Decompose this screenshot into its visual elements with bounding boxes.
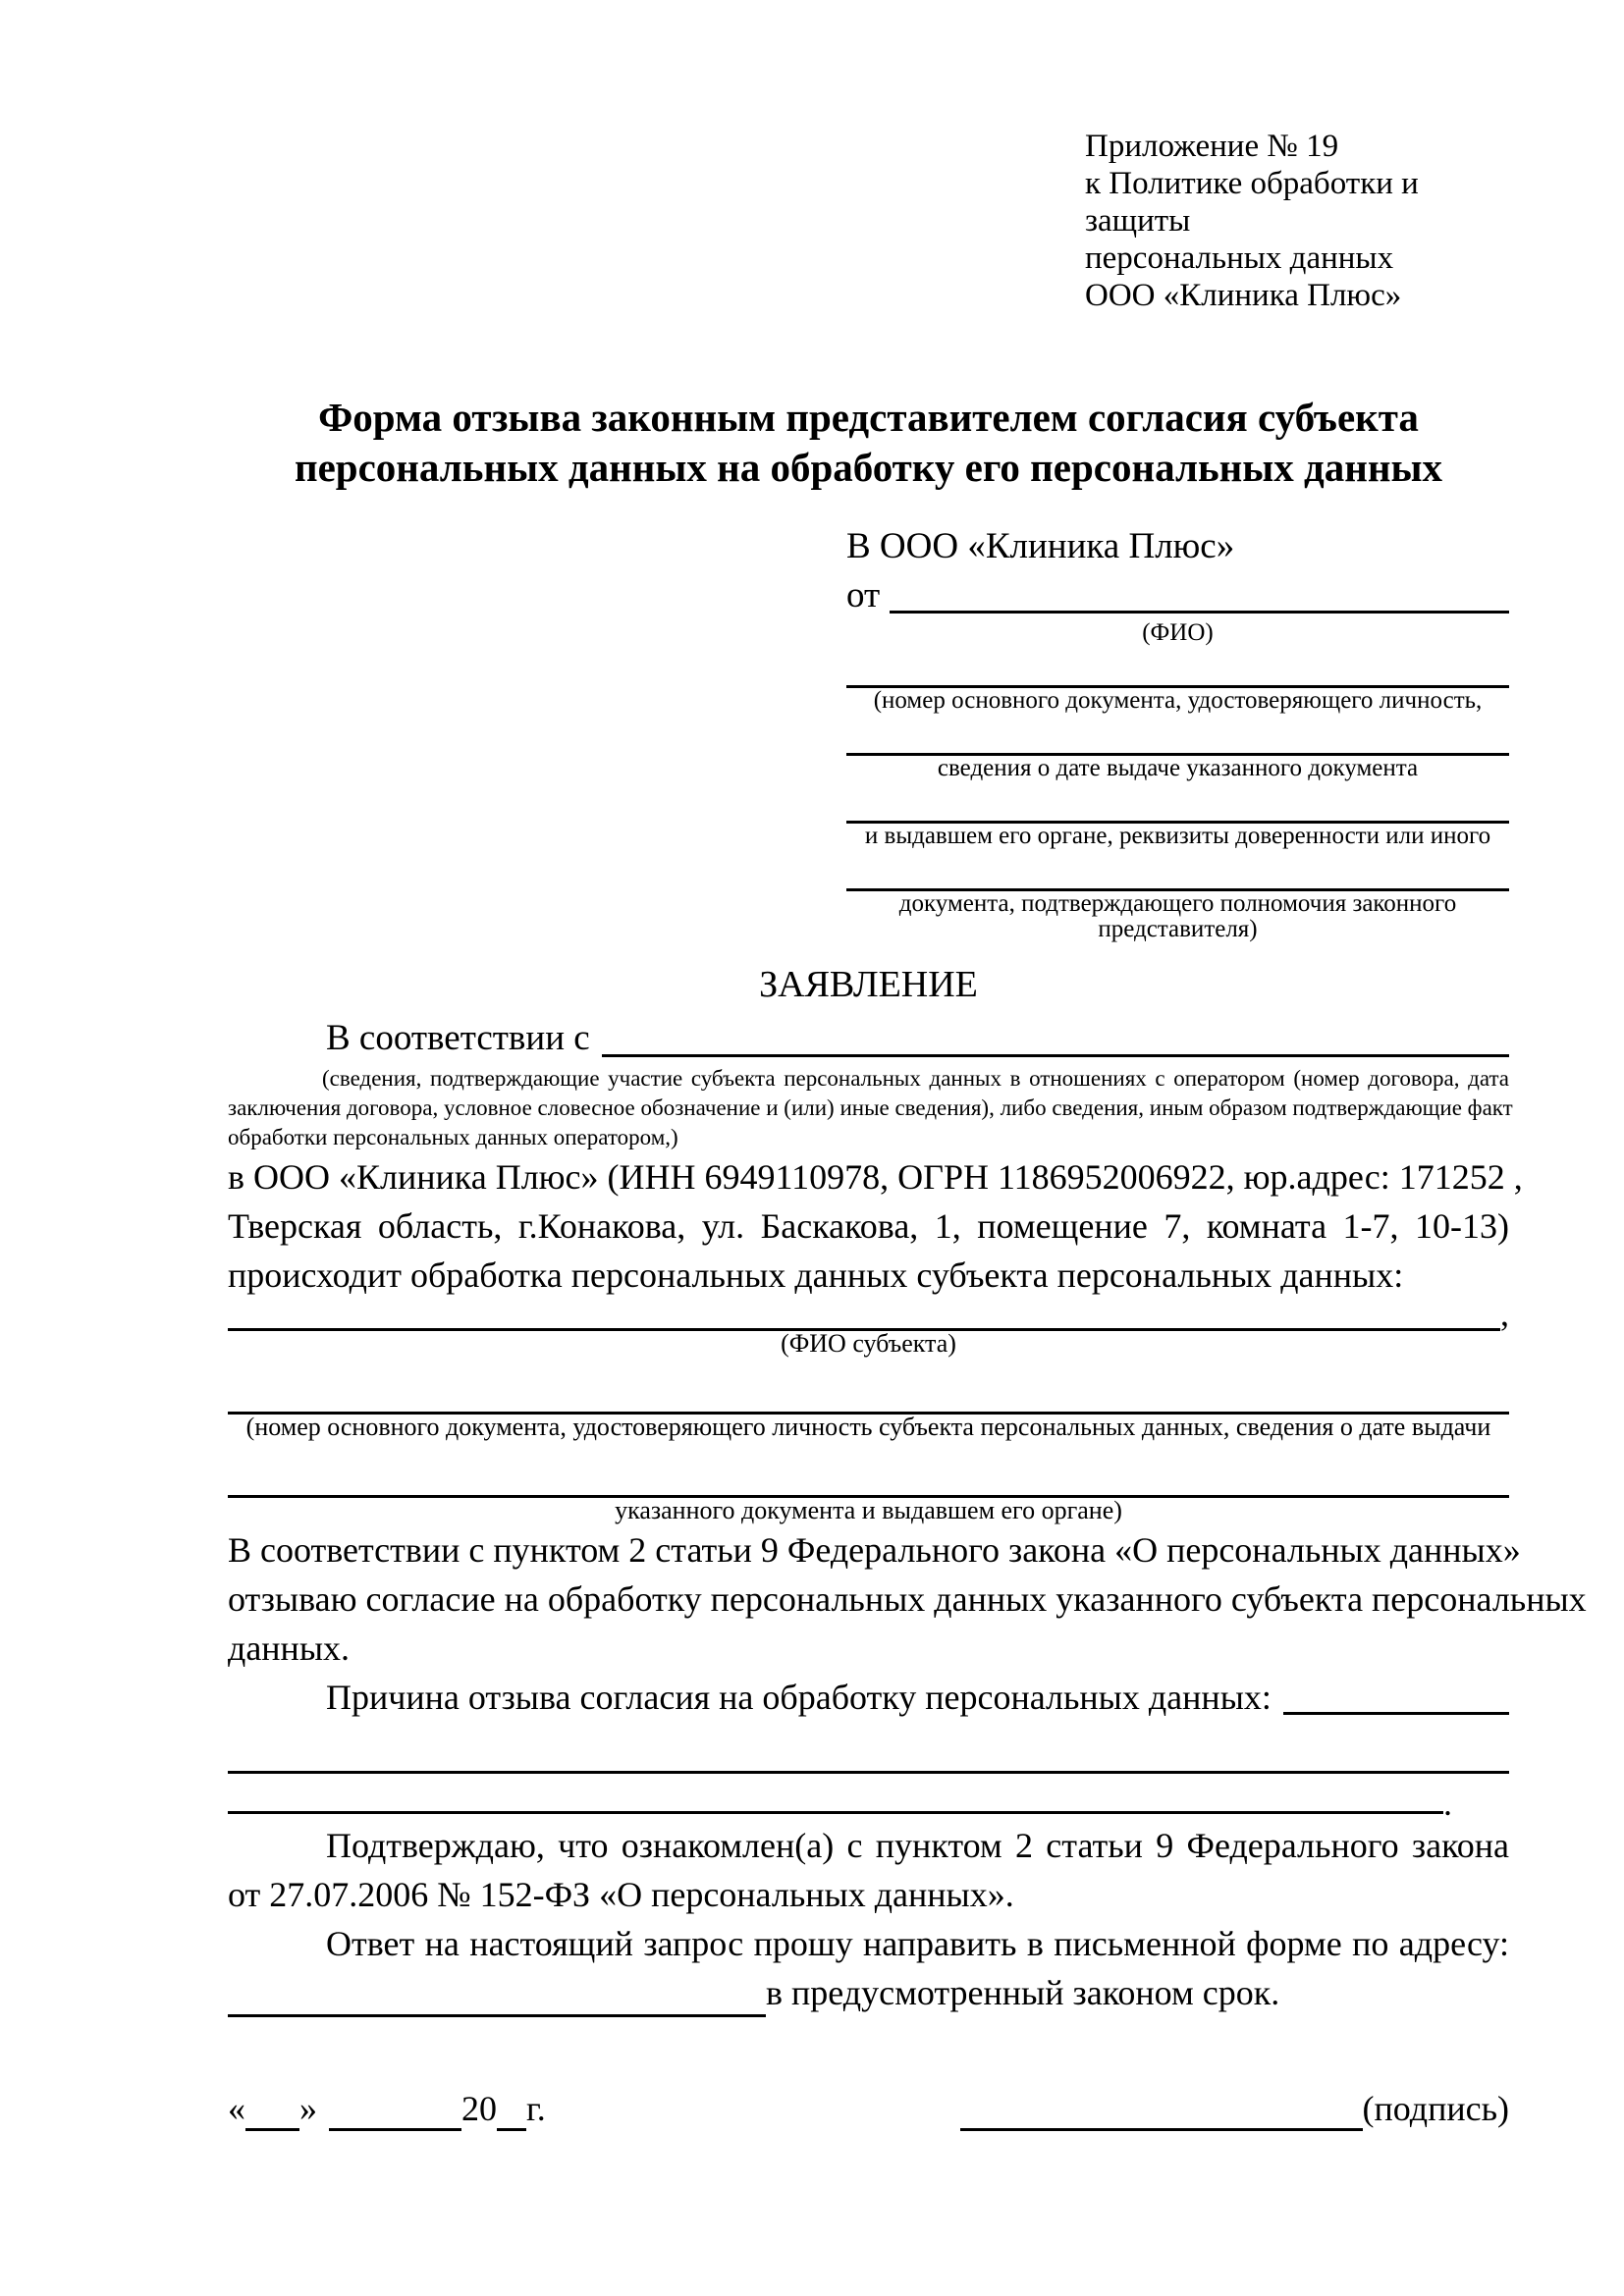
intro-caption	[228, 1064, 1513, 1152]
letterhead-line: Приложение № 19	[1085, 129, 1339, 164]
confirm-paragraph-line: от 27.07.2006 № 152-ФЗ «О персональных данных».	[228, 1875, 1014, 1914]
reason-blank-line	[228, 1776, 1443, 1814]
operator-paragraph-line: происходит обработка персональных данных субъекта персональных данных:	[228, 1255, 1404, 1295]
subject-fio-comma: ,	[1500, 1294, 1509, 1333]
letterhead-line: персональных данных	[1085, 240, 1394, 276]
intro-caption-line: обработки персональных данных оператором,)	[228, 1125, 678, 1149]
year-suffix: г.	[526, 2089, 546, 2128]
representative-doc-caption: и выдавшем его органе, реквизиты доверенности или иного	[864, 823, 1491, 849]
date-open-quote: «	[228, 2089, 245, 2128]
withdraw-paragraph-line: отзываю согласие на обработку персональных данных указанного субъекта персональных	[228, 1579, 1587, 1619]
signature-caption: (подпись)	[1362, 2089, 1509, 2128]
reply-paragraph	[228, 1919, 1509, 2017]
representative-doc-line	[846, 654, 1509, 688]
representative-doc-caption: (номер основного документа, удостоверяющего личность,	[873, 687, 1483, 714]
reason-blank-line	[228, 1737, 1509, 1774]
form-title	[228, 393, 1509, 493]
addressee-block	[846, 522, 1509, 942]
letterhead-line: к Политике обработки и защиты	[1085, 166, 1419, 239]
from-label: от	[846, 575, 881, 615]
reason-row	[228, 1673, 1509, 1722]
operator-paragraph	[228, 1152, 1523, 1300]
subject-doc-caption: указанного документа и выдавшем его органе)	[615, 1496, 1122, 1524]
representative-doc-line	[846, 789, 1509, 824]
date-field	[228, 2086, 546, 2131]
reply-address-line	[228, 1979, 766, 2017]
year-blank-line	[497, 2093, 526, 2131]
reply-tail: в предусмотренный законом срок.	[766, 1973, 1280, 2012]
reply-address-row	[228, 1968, 1509, 2017]
addressee-org: В ООО «Клиника Плюс»	[846, 526, 1235, 566]
intro-label: В соответствии с	[326, 1018, 590, 1058]
subject-doc-line	[228, 1464, 1509, 1498]
representative-doc-line	[846, 721, 1509, 756]
signature-row	[228, 2086, 1509, 2131]
subject-fio-row	[228, 1294, 1509, 1333]
subject-fio-caption: (ФИО субъекта)	[781, 1329, 956, 1358]
blank-line-period: .	[1443, 1784, 1452, 1823]
letterhead-block	[1085, 128, 1509, 314]
reason-fill-line	[1283, 1712, 1509, 1715]
intro-caption-line: заключения договора, условное словесное обозначение и (или) иные сведения), либо сведения, иным образом подтверждающие факт	[228, 1095, 1513, 1120]
statement-heading: ЗАЯВЛЕНИЕ	[759, 964, 978, 1005]
representative-doc-caption: сведения о дате выдаче указанного документа	[937, 755, 1419, 781]
representative-doc-caption: документа, подтверждающего полномочия законного представителя)	[898, 890, 1457, 942]
reason-label: Причина отзыва согласия на обработку персональных данных:	[326, 1678, 1272, 1717]
fio-fill-line	[890, 611, 1509, 614]
day-blank-line	[245, 2093, 299, 2131]
confirm-paragraph	[228, 1821, 1509, 1919]
year-prefix: 20	[461, 2089, 497, 2128]
reason-blank-row	[228, 1784, 1509, 1823]
subject-doc-caption: (номер основного документа, удостоверяющего личность субъекта персональных данных, сведения о дате выдачи	[245, 1413, 1491, 1441]
form-title-line: персональных данных на обработку его персональных данных	[294, 445, 1443, 490]
operator-paragraph-line: в ООО «Клиника Плюс» (ИНН 6949110978, ОГРН 1186952006922, юр.адрес: 171252 ,	[228, 1157, 1523, 1197]
form-title-line: Форма отзыва законным представителем согласия субъекта	[318, 395, 1419, 440]
from-row	[846, 571, 1509, 620]
reply-paragraph-line: Ответ на настоящий запрос прошу направить в письменной форме по адресу:	[326, 1924, 1509, 1963]
month-blank-line	[329, 2093, 461, 2131]
fio-caption: (ФИО)	[1142, 619, 1214, 646]
confirm-paragraph-line: Подтверждаю, что ознакомлен(а) с пунктом 2 статьи 9 Федерального закона	[326, 1826, 1509, 1865]
intro-fill-line	[602, 1054, 1509, 1057]
withdraw-paragraph-line: В соответствии с пунктом 2 статьи 9 Федерального закона «О персональных данных»	[228, 1530, 1521, 1570]
letterhead-line: ООО «Клиника Плюс»	[1085, 278, 1402, 313]
withdraw-paragraph-line: данных.	[228, 1629, 351, 1668]
representative-doc-line	[846, 857, 1509, 891]
subject-doc-line	[228, 1380, 1509, 1415]
signature-field	[960, 2086, 1509, 2131]
withdraw-paragraph	[228, 1525, 1587, 1673]
intro-caption-line: (сведения, подтверждающие участие субъекта персональных данных в отношениях с оператором (номер договора, дата	[322, 1066, 1509, 1091]
date-close-quote: »	[299, 2089, 317, 2128]
operator-paragraph-line: Тверская область, г.Конакова, ул. Баскакова, 1, помещение 7, комната 1-7, 10-13)	[228, 1206, 1509, 1246]
signature-line	[960, 2093, 1363, 2131]
intro-row	[228, 1013, 1509, 1064]
